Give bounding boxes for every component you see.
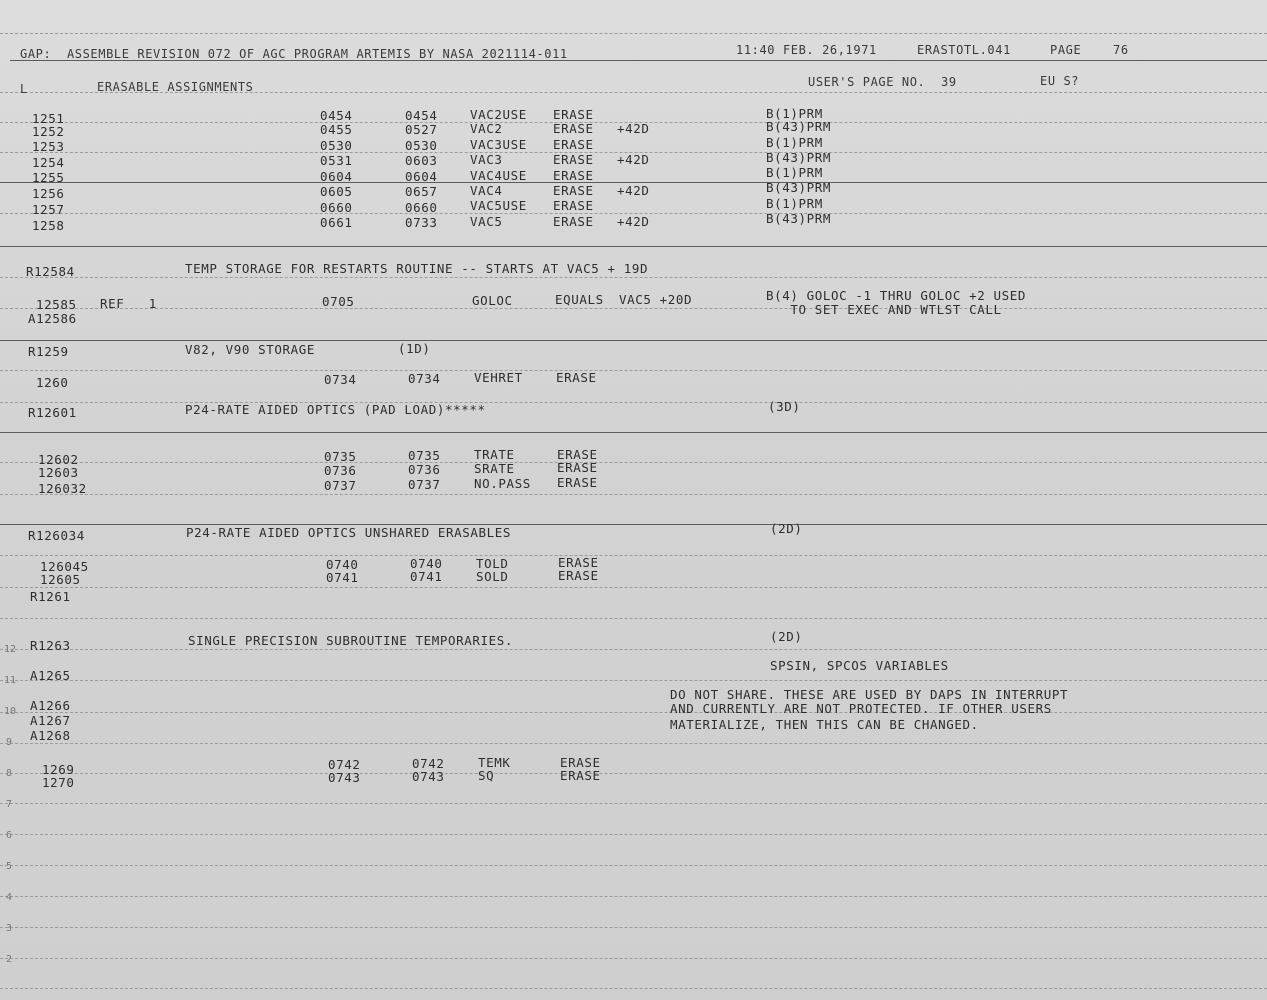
address: 0734 [324, 372, 357, 387]
rule [0, 958, 1267, 959]
comment: B(43)PRM [766, 211, 832, 226]
line-number: A1265 [30, 668, 71, 683]
address: 0743 [412, 769, 445, 784]
address: 0604 [405, 169, 438, 184]
opcode: ERASE [553, 214, 594, 229]
margin-mark: 10 [4, 706, 17, 717]
comment: B(43)PRM [766, 119, 832, 134]
margin-mark: 7 [6, 799, 13, 810]
symbol: TOLD [476, 556, 509, 571]
rule [0, 340, 1267, 341]
line-number: R1261 [30, 589, 71, 604]
address: 0741 [326, 570, 359, 585]
margin-mark: 5 [6, 861, 13, 872]
operand: +42D [617, 121, 650, 136]
symbol: GOLOC [472, 293, 513, 308]
address: 0530 [320, 138, 353, 153]
address: 0605 [320, 184, 353, 199]
opcode: ERASE [553, 198, 594, 213]
comment: MATERIALIZE, THEN THIS CAN BE CHANGED. [670, 717, 979, 732]
opcode: ERASE [558, 568, 599, 583]
rule [0, 432, 1267, 433]
symbol: VAC4USE [470, 168, 527, 183]
address: 0733 [405, 215, 438, 230]
opcode: ERASE [556, 370, 597, 385]
opcode: ERASE [553, 121, 594, 136]
word-count: (2D) [770, 521, 803, 536]
margin-mark: 8 [6, 768, 13, 779]
opcode: ERASE [560, 755, 601, 770]
line-number: R1259 [28, 344, 69, 359]
operand: +42D [617, 152, 650, 167]
line-number: 1254 [32, 155, 65, 170]
address: 0661 [320, 215, 353, 230]
symbol: VEHRET [474, 370, 523, 385]
address: 0735 [324, 449, 357, 464]
line-number: 126045 [40, 559, 89, 574]
symbol: VAC5USE [470, 198, 527, 213]
margin-mark: 4 [6, 892, 13, 903]
opcode: ERASE [560, 768, 601, 783]
address: 0705 [322, 294, 355, 309]
rule [0, 712, 1267, 713]
address: 0604 [320, 169, 353, 184]
symbol: TRATE [474, 447, 515, 462]
symbol: VAC4 [470, 183, 503, 198]
comment: SPSIN, SPCOS VARIABLES [770, 658, 949, 673]
opcode: ERASE [558, 555, 599, 570]
comment: B(1)PRM [766, 135, 823, 150]
line-number: 12602 [38, 452, 79, 467]
line-number: 1260 [36, 375, 69, 390]
line-number: R12601 [28, 405, 77, 420]
address: 0454 [405, 108, 438, 123]
section-title: ERASABLE ASSIGNMENTS [97, 80, 254, 94]
opcode: ERASE [557, 447, 598, 462]
address: 0743 [328, 770, 361, 785]
address: 0742 [328, 757, 361, 772]
rule [0, 927, 1267, 928]
comment: B(43)PRM [766, 180, 832, 195]
rule [0, 680, 1267, 681]
line-number: 1269 [42, 762, 75, 777]
address: 0740 [326, 557, 359, 572]
line-number: 1255 [32, 170, 65, 185]
operand: +42D [617, 214, 650, 229]
line-number: 12585 [36, 297, 77, 312]
margin-mark: 11 [4, 675, 17, 686]
address: 0660 [405, 200, 438, 215]
rule [0, 587, 1267, 588]
address: 0527 [405, 122, 438, 137]
section-comment: TEMP STORAGE FOR RESTARTS ROUTINE -- STARTS AT VAC5 + 19D [185, 261, 649, 276]
opcode: ERASE [553, 168, 594, 183]
symbol: VAC2USE [470, 107, 527, 122]
line-number: R12584 [26, 264, 75, 279]
eu-mark: EU S? [1040, 74, 1080, 88]
section-comment: P24-RATE AIDED OPTICS (PAD LOAD)***** [185, 402, 486, 417]
section-comment: V82, V90 STORAGE [185, 342, 316, 357]
margin-mark: 2 [6, 954, 13, 965]
file-name: ERASTOTL.041 [917, 43, 1011, 57]
address: 0742 [412, 756, 445, 771]
rule [0, 649, 1267, 650]
address: 0454 [320, 108, 353, 123]
rule [0, 370, 1267, 371]
page-number: 76 [1113, 43, 1129, 57]
opcode: ERASE [553, 107, 594, 122]
address: 0455 [320, 122, 353, 137]
section-comment: SINGLE PRECISION SUBROUTINE TEMPORARIES. [188, 633, 514, 648]
rule [0, 33, 1267, 34]
symbol: VAC2 [470, 121, 503, 136]
symbol: TEMK [478, 755, 511, 770]
line-number: 1258 [32, 218, 65, 233]
rule [0, 865, 1267, 866]
line-number: 1252 [32, 124, 65, 139]
margin-mark: 9 [6, 737, 13, 748]
margin-mark: 12 [4, 644, 17, 655]
address: 0531 [320, 153, 353, 168]
line-number: A1267 [30, 713, 71, 728]
users-page-number: USER'S PAGE NO. 39 [808, 75, 957, 89]
word-count: (1D) [398, 341, 431, 356]
address: 0736 [324, 463, 357, 478]
line-number: 1253 [32, 139, 65, 154]
line-number: A12586 [28, 311, 77, 326]
line-number: 126032 [38, 481, 87, 496]
address: 0735 [408, 448, 441, 463]
listing-marker: L [20, 82, 28, 96]
operand: VAC5 +20D [619, 292, 693, 307]
symbol: VAC5 [470, 214, 503, 229]
comment: B(4) GOLOC -1 THRU GOLOC +2 USED [766, 288, 1027, 303]
comment: B(1)PRM [766, 196, 823, 211]
page-label: PAGE [1050, 43, 1082, 57]
word-count: (3D) [768, 399, 801, 414]
line-number: 1270 [42, 775, 75, 790]
section-comment: P24-RATE AIDED OPTICS UNSHARED ERASABLES [186, 525, 512, 540]
rule [0, 988, 1267, 989]
line-number: 1256 [32, 186, 65, 201]
line-number: A1268 [30, 728, 71, 743]
line-number: R126034 [28, 528, 85, 543]
rule [0, 462, 1267, 463]
address: 0660 [320, 200, 353, 215]
rule [0, 834, 1267, 835]
print-timestamp: 11:40 FEB. 26,1971 [736, 43, 877, 57]
address: 0530 [405, 138, 438, 153]
comment: B(43)PRM [766, 150, 832, 165]
rule [0, 308, 1267, 309]
line-number: 1251 [32, 111, 65, 126]
address: 0734 [408, 371, 441, 386]
opcode: ERASE [553, 152, 594, 167]
comment: DO NOT SHARE. THESE ARE USED BY DAPS IN INTERRUPT [670, 687, 1069, 702]
address: 0603 [405, 153, 438, 168]
address: 0736 [408, 462, 441, 477]
opcode: ERASE [553, 183, 594, 198]
line-number: R1263 [30, 638, 71, 653]
symbol: SQ [478, 768, 495, 783]
rule [0, 555, 1267, 556]
rule [0, 743, 1267, 744]
listing-title: GAP: ASSEMBLE REVISION 072 OF AGC PROGRAM ARTEMIS BY NASA 2021114-011 [20, 47, 568, 61]
comment: B(1)PRM [766, 165, 823, 180]
rule [0, 618, 1267, 619]
symbol: SRATE [474, 461, 515, 476]
opcode: ERASE [557, 460, 598, 475]
symbol: VAC3 [470, 152, 503, 167]
line-number: 1257 [32, 202, 65, 217]
opcode: EQUALS [555, 292, 604, 307]
rule [0, 277, 1267, 278]
rule [0, 896, 1267, 897]
rule [0, 773, 1267, 774]
symbol: SOLD [476, 569, 509, 584]
address: 0737 [408, 477, 441, 492]
line-number: 12605 [40, 572, 81, 587]
margin-mark: 3 [6, 923, 13, 934]
word-count: (2D) [770, 629, 803, 644]
line-number: 12603 [38, 465, 79, 480]
opcode: ERASE [557, 475, 598, 490]
comment: B(1)PRM [766, 106, 823, 121]
address: 0741 [410, 569, 443, 584]
address: 0657 [405, 184, 438, 199]
opcode: ERASE [553, 137, 594, 152]
rule [0, 803, 1267, 804]
line-number: A1266 [30, 698, 71, 713]
comment: TO SET EXEC AND WTLST CALL [766, 302, 1002, 317]
symbol: NO.PASS [474, 476, 531, 491]
symbol: VAC3USE [470, 137, 527, 152]
margin-mark: 6 [6, 830, 13, 841]
comment: AND CURRENTLY ARE NOT PROTECTED. IF OTHER USERS [670, 701, 1052, 716]
address: 0737 [324, 478, 357, 493]
address: 0740 [410, 556, 443, 571]
operand: +42D [617, 183, 650, 198]
rule [0, 494, 1267, 495]
ref-count: REF 1 [100, 296, 157, 311]
rule [0, 246, 1267, 247]
